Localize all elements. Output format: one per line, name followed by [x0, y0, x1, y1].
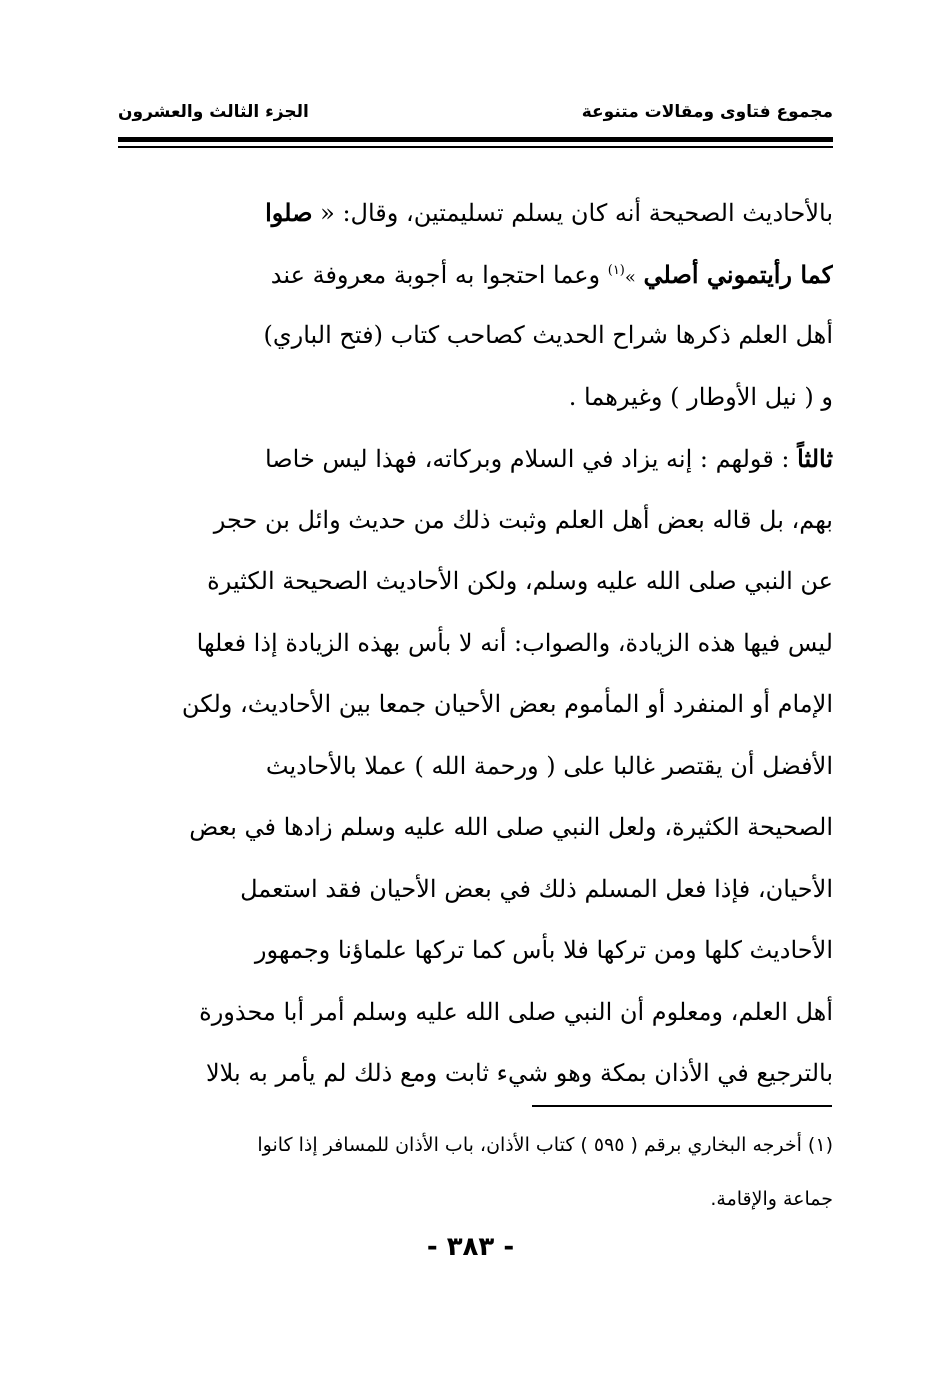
quote-mark: »: [624, 266, 636, 288]
footnote-line: جماعة والإقامة.: [710, 1188, 833, 1210]
header-rule-thin: [118, 146, 833, 148]
running-header: [118, 96, 833, 130]
text-line: [118, 428, 833, 490]
footnote: [118, 1118, 833, 1226]
text-line: بهم، بل قاله بعض أهل العلم وثبت ذلك من حديث وائل بن حجر: [213, 505, 833, 534]
text-line: و ( نيل الأوطار ) وغيرهما .: [568, 382, 833, 411]
text-line: عن النبي صلى الله عليه وسلم، ولكن الأحاديث الصحيحة الكثيرة: [207, 567, 833, 595]
volume-label: الجزء الثالث والعشرون: [118, 102, 309, 122]
footnote-line: (١) أخرجه البخاري برقم ( ٥٩٥ ) كتاب الأذان، باب الأذان للمسافر إذا كانوا: [257, 1134, 833, 1156]
text-line: الصحيحة الكثيرة، ولعل النبي صلى الله عليه وسلم زادها في بعض: [189, 813, 833, 841]
text-run: بالأحاديث الصحيحة أنه كان يسلم تسليمتين، وقال: «: [320, 199, 833, 227]
text-line: ليس فيها هذه الزيادة، والصواب: أنه لا بأس بهذه الزيادة إذا فعلها: [196, 628, 833, 657]
text-line: الأفضل أن يقتصر غالبا على ( ورحمة الله ) عملا بالأحاديث: [265, 751, 833, 780]
text-line: [118, 182, 833, 244]
text-line: [118, 244, 833, 306]
text-line: الأحاديث كلها ومن تركها فلا بأس كما تركها علماؤنا وجمهور: [254, 936, 833, 964]
text-run: : قولهم : إنه يزاد في السلام وبركاته، فهذا ليس خاصا: [264, 445, 798, 473]
main-text: [118, 182, 833, 1105]
book-title: مجموع فتاوى ومقالات متنوعة: [581, 102, 833, 122]
hadith-quote: كما رأيتموني أصلي: [643, 259, 833, 289]
page-number: - ٣٨٣ -: [426, 1232, 515, 1262]
footnote-separator: [532, 1105, 832, 1107]
footnote-ref[interactable]: (١): [607, 262, 625, 278]
header-rule-thick: [118, 137, 833, 142]
text-run: وعما احتجوا به أجوبة معروفة عند: [270, 260, 608, 289]
section-lead: ثالثاً: [797, 444, 833, 473]
text-line: أهل العلم ذكرها شراح الحديث كصاحب كتاب (فتح الباري): [263, 321, 833, 349]
text-line: الإمام أو المنفرد أو المأموم بعض الأحيان جمعا بين الأحاديث، ولكن: [181, 690, 833, 718]
text-line: بالترجيع في الأذان بمكة وهو شيء ثابت ومع ذلك لم يأمر به بلالا: [205, 1059, 833, 1087]
text-line: الأحيان، فإذا فعل المسلم ذلك في بعض الأحيان فقد استعمل: [240, 874, 833, 903]
text-line: أهل العلم، ومعلوم أن النبي صلى الله عليه وسلم أمر أبا محذورة: [199, 997, 833, 1026]
hadith-quote: صلوا: [265, 198, 313, 227]
